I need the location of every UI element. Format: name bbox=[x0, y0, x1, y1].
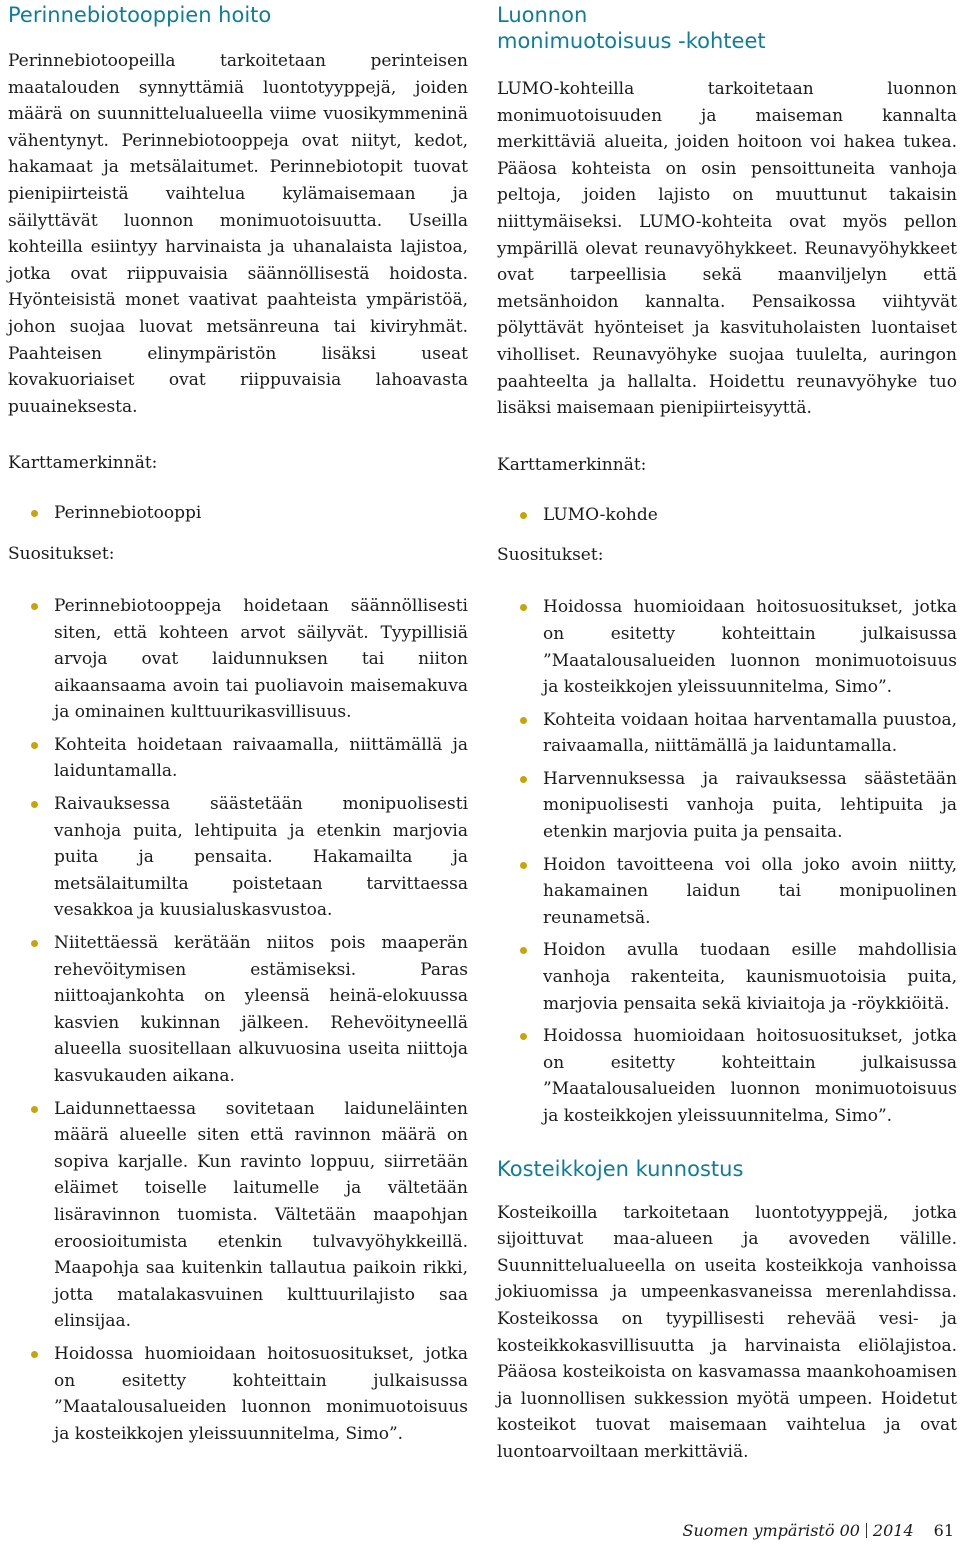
list-item: Hoidon tavoitteena voi olla joko avoin niitty, hakamainen laidun tai monipuolinen reunametsä. bbox=[497, 852, 957, 932]
right-column bbox=[497, 0, 957, 1466]
page-number: 61 bbox=[933, 1521, 954, 1540]
right-heading-line2: monimuotoisuus -kohteet bbox=[497, 29, 766, 53]
right-intro-paragraph: LUMO-kohteilla tarkoitetaan luonnon monimuotoisuuden ja maiseman kannalta merkittäviä alueita, joiden hoitoon voi hakea tukea. Pääosa kohteista on osin pensoittuneita vanhoja peltoja, joiden lajisto on muuttunut takaisin niittymäiseksi. LUMO-kohteita ovat myös pellon ympärillä olevat reunavyöhykkeet. Reunavyöhykkeet ovat tarpeellisia sekä maanviljelyn että metsänhoidon kannalta. Pensaikossa viihtyvät pölyttävät hyönteiset ja kasvituholaisten luontaiset viholliset. Reunavyöhyke suojaa tuulelta, auringon paahteelta ja hallalta. Hoidettu reunavyöhyke tuo lisäksi maisemaan pienipiirteisyyttä. bbox=[497, 79, 957, 419]
right-map-label: Karttamerkinnät: bbox=[497, 454, 647, 475]
list-item: Kohteita voidaan hoitaa harventamalla puustoa, raivaamalla, niittämällä ja laiduntamalla. bbox=[497, 707, 957, 760]
left-intro-paragraph: Perinnebiotoopeilla tarkoitetaan perinteisen maatalouden synnyttämiä luontotyyppejä, joiden määrä on suunnittelualueella viime vuosikymmeninä vähentynyt. Perinnebiotooppeja ovat niityt, kedot, hakamaat ja metsälaitumet. Perinnebiotopit tuovat pienipiirteistä vaihtelua kylämaisemaan ja säilyttävät luonnon monimuotoisuutta. Useilla kohteilla esiintyy harvinaista ja uhanalaista lajistoa, jotka ovat riippuvaisia säännöllisestä hoidosta. Hyönteisistä monet vaativat paahteista ympäristöä, johon suojaa luovat metsänreuna tai kiviryhmät. Paahteisen elinympäristön lisäksi useat kovakuoriaiset ovat riippuvaisia lahoavasta puuaineksesta. bbox=[8, 51, 468, 417]
right-recommendations-label: Suositukset: bbox=[497, 545, 604, 566]
list-item: Niitettäessä kerätään niitos pois maaperän rehevöitymisen estämiseksi. Paras niittoajankohta on yleensä heinä-elokuussa kasvien kukinnan jälkeen. Rehevöityneellä alueella suositellaan alkuvuosina useita niittoja kasvukauden aikana. bbox=[8, 930, 468, 1090]
right-map-item: LUMO-kohde bbox=[497, 502, 957, 529]
right-recommendations-list bbox=[497, 594, 957, 1129]
left-section-heading: Perinnebiotooppien hoito bbox=[8, 3, 272, 27]
left-map-list bbox=[8, 500, 468, 527]
right-section-heading bbox=[497, 2, 957, 54]
right-map-list bbox=[497, 502, 957, 529]
left-column bbox=[8, 0, 468, 1453]
left-map-label: Karttamerkinnät: bbox=[8, 453, 158, 474]
list-item: Laidunnettaessa sovitetaan laiduneläinten määrä alueelle siten että ravinnon määrä on sopiva karjalle. Kun ravinto loppuu, siirretään eläimet toiselle laitumelle ja vältetään lisäravinnon tuomista. Vältetään maapohjan eroosioitumista etenkin tulvavyöhykkeillä. Maapohja saa kuitenkin tallautua paikoin rikki, jotta matalakasvuinen kulttuurilajisto saa elinsijaa. bbox=[8, 1096, 468, 1335]
list-item: Hoidossa huomioidaan hoitosuositukset, jotka on esitetty kohteittain julkaisussa ”Maatalousalueiden luonnon monimuotoisuus ja kosteikkojen yleissuunnitelma, Simo”. bbox=[497, 594, 957, 700]
wetlands-heading: Kosteikkojen kunnostus bbox=[497, 1156, 744, 1181]
list-item: Kohteita hoidetaan raivaamalla, niittämällä ja laiduntamalla. bbox=[8, 732, 468, 785]
list-item: Hoidon avulla tuodaan esille mahdollisia vanhoja rakenteita, kaunismuotoisia puita, marjovia pensaita sekä kiviaitoja ja -röykkiöitä. bbox=[497, 937, 957, 1017]
list-item: Hoidossa huomioidaan hoitosuositukset, jotka on esitetty kohteittain julkaisussa ”Maatalousalueiden luonnon monimuotoisuus ja kosteikkojen yleissuunnitelma, Simo”. bbox=[8, 1341, 468, 1447]
left-recommendations-list bbox=[8, 593, 468, 1447]
list-item: Perinnebiotooppeja hoidetaan säännöllisesti siten, että kohteen arvot säilyvät. Tyypillisiä arvoja ovat laidunnuksen tai niiton aikaansaama avoin tai puoliavoin maisemakuva ja ominainen kulttuurikasvillisuus. bbox=[8, 593, 468, 726]
right-heading-line1: Luonnon bbox=[497, 3, 588, 27]
list-item: Raivauksessa säästetään monipuolisesti vanhoja puita, lehtipuita ja etenkin marjovia puita ja pensaita. Hakamailta ja metsälaitumilta poistetaan tarvittaessa vesakkoa ja kuusialuskasvustoa. bbox=[8, 791, 468, 924]
left-map-item: Perinnebiotooppi bbox=[8, 500, 468, 527]
list-item: Harvennuksessa ja raivauksessa säästetään monipuolisesti vanhoja puita, lehtipuita ja etenkin marjovia puita ja pensaita. bbox=[497, 766, 957, 846]
footer-divider bbox=[866, 1523, 867, 1538]
page-footer bbox=[683, 1521, 954, 1541]
list-item: Hoidossa huomioidaan hoitosuositukset, jotka on esitetty kohteittain julkaisussa ”Maatalousalueiden luonnon monimuotoisuus ja kosteikkojen yleissuunnitelma, Simo”. bbox=[497, 1023, 957, 1129]
publication-year: 2014 bbox=[872, 1521, 914, 1540]
left-recommendations-label: Suositukset: bbox=[8, 543, 115, 564]
wetlands-paragraph: Kosteikoilla tarkoitetaan luontotyyppejä, jotka sijoittuvat maa-alueen ja avoveden välille. Suunnittelualueella on useita kosteikkoja vanhoissa jokiuomissa ja umpeenkasvaneissa merenlahdissa. Kosteikossa on tyypillisesti rehevää vesi- ja kosteikkokasvillisuutta ja harvinaista eliölajistoa. Pääosa kosteikoista on kasvamassa maankohoamisen ja luonnollisen sukkession myötä umpeen. Hoidetut kosteikot tuovat maisemaan vaihtelua ja ovat luontoarvoiltaan merkittäviä. bbox=[497, 1202, 957, 1462]
publication-name: Suomen ympäristö 00 bbox=[682, 1521, 860, 1540]
